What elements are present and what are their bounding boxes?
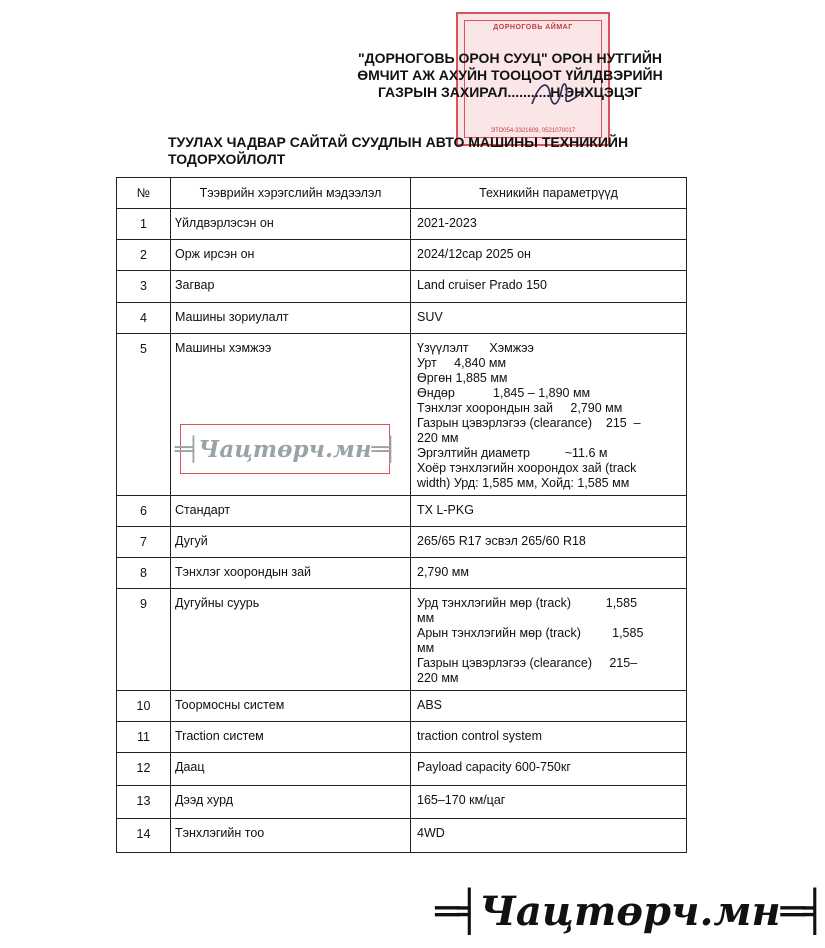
table-row xyxy=(117,722,687,753)
param-line: width) Урд: 1,585 мм, Хойд: 1,585 мм xyxy=(417,476,630,490)
param-line: 4WD xyxy=(417,826,445,840)
table-row xyxy=(117,589,687,691)
param-line: 220 мм xyxy=(417,431,459,445)
param-line: Өргөн 1,885 мм xyxy=(417,371,508,385)
doc-title-line-2: ТОДОРХОЙЛОЛТ xyxy=(168,151,286,167)
row-name: Дээд хурд xyxy=(171,786,411,819)
param-line: Үзүүлэлт Хэмжээ xyxy=(417,341,534,355)
doc-title-line-1: ТУУЛАХ ЧАДВАР САЙТАЙ СУУДЛЫН АВТО МАШИНЫ ТЕХНИКИЙН xyxy=(168,134,629,150)
row-number: 2 xyxy=(117,240,171,271)
row-number: 13 xyxy=(117,786,171,819)
param-line: мм xyxy=(417,641,435,655)
approval-header xyxy=(340,50,680,101)
table-row xyxy=(117,753,687,786)
row-name: Дугуйны суурь xyxy=(171,589,411,691)
table-row xyxy=(117,691,687,722)
row-params xyxy=(411,496,687,527)
header-line-1: "ДОРНОГОВЬ ОРОН СУУЦ" ОРОН НУТГИЙН xyxy=(357,50,663,66)
document-title xyxy=(168,134,628,168)
row-number: 11 xyxy=(117,722,171,753)
row-params xyxy=(411,209,687,240)
watermark-text: Чацтөрч.мн xyxy=(198,435,372,463)
stamp-bottom-text: ЭТО054-3321609, 0521070017 xyxy=(490,128,576,134)
row-number: 1 xyxy=(117,209,171,240)
table-row xyxy=(117,303,687,334)
param-line: 220 мм xyxy=(417,671,459,685)
param-line: Хоёр тэнхлэгийн хоорондох зай (track xyxy=(417,461,637,475)
param-line: Арын тэнхлэгийн мөр (track) 1,585 xyxy=(417,626,644,640)
row-name: Машины хэмжээ xyxy=(171,334,411,496)
table-row xyxy=(117,240,687,271)
param-line: мм xyxy=(417,611,435,625)
row-params xyxy=(411,558,687,589)
table-row xyxy=(117,786,687,819)
param-line: Өндөр 1,845 – 1,890 мм xyxy=(417,386,591,400)
header-line-3: ГАЗРЫН ЗАХИРАЛ...........Н.ЭНХЦЭЦЭГ xyxy=(378,84,642,100)
row-params xyxy=(411,786,687,819)
watermark-box xyxy=(174,424,396,474)
row-params xyxy=(411,334,687,496)
param-line: 165–170 км/цаг xyxy=(417,793,506,807)
row-name: Машины зориулалт xyxy=(171,303,411,334)
logo-text: Чацтөрч.мн xyxy=(479,887,781,935)
row-name: Орж ирсэн он xyxy=(171,240,411,271)
stamp-top-text: ДОРНОГОВЬ АЙМАГ xyxy=(493,24,573,31)
signature xyxy=(528,74,588,114)
row-params xyxy=(411,240,687,271)
row-params xyxy=(411,589,687,691)
param-line: Урт 4,840 мм xyxy=(417,356,507,370)
row-number: 9 xyxy=(117,589,171,691)
row-params xyxy=(411,271,687,303)
param-line: 2024/12сар 2025 он xyxy=(417,247,531,261)
table-row xyxy=(117,271,687,303)
row-params xyxy=(411,722,687,753)
logo-deco-left: ═╡ xyxy=(435,887,480,935)
logo-deco-right: ═╡ xyxy=(780,887,825,935)
table-row xyxy=(117,819,687,853)
watermark-logo xyxy=(435,880,825,942)
row-name: Тэнхлэг хоорондын зай xyxy=(171,558,411,589)
row-number: 7 xyxy=(117,527,171,558)
row-params xyxy=(411,527,687,558)
table-header-row xyxy=(117,178,687,209)
row-name: Даац xyxy=(171,753,411,786)
param-line: Газрын цэвэрлэгээ (clearance) 215 – xyxy=(417,416,641,430)
watermark-deco-left: ═╡ xyxy=(174,435,199,463)
param-line: TX L-PKG xyxy=(417,503,474,517)
table-row xyxy=(117,527,687,558)
row-params xyxy=(411,753,687,786)
param-line: Газрын цэвэрлэгээ (clearance) 215– xyxy=(417,656,638,670)
table-row xyxy=(117,209,687,240)
row-number: 4 xyxy=(117,303,171,334)
row-name: Стандарт xyxy=(171,496,411,527)
param-line: traction control system xyxy=(417,729,543,743)
row-number: 3 xyxy=(117,271,171,303)
param-line: Урд тэнхлэгийн мөр (track) 1,585 xyxy=(417,596,638,610)
param-line: 2,790 мм xyxy=(417,565,469,579)
table-row xyxy=(117,496,687,527)
row-number: 6 xyxy=(117,496,171,527)
watermark-deco-right: ═╡ xyxy=(371,435,396,463)
row-number: 12 xyxy=(117,753,171,786)
table-row xyxy=(117,558,687,589)
param-line: 2021-2023 xyxy=(417,216,477,230)
header-tech-params: Техникийн параметрүүд xyxy=(411,178,687,209)
row-params xyxy=(411,819,687,853)
row-number: 8 xyxy=(117,558,171,589)
row-name: Үйлдвэрлэсэн он xyxy=(171,209,411,240)
row-number: 14 xyxy=(117,819,171,853)
row-number: 10 xyxy=(117,691,171,722)
row-name: Traction систем xyxy=(171,722,411,753)
param-line: SUV xyxy=(417,310,443,324)
row-name: Дугуй xyxy=(171,527,411,558)
spec-table xyxy=(116,177,687,853)
row-params xyxy=(411,691,687,722)
row-params xyxy=(411,303,687,334)
param-line: ABS xyxy=(417,698,443,712)
param-line: Тэнхлэг хоорондын зай 2,790 мм xyxy=(417,401,623,415)
param-line: Land cruiser Prado 150 xyxy=(417,278,547,292)
header-line-2: ӨМЧИТ АЖ АХУЙН ТООЦООТ ҮЙЛДВЭРИЙН xyxy=(357,67,663,83)
row-name: Загвар xyxy=(171,271,411,303)
param-line: 265/65 R17 эсвэл 265/60 R18 xyxy=(417,534,586,548)
row-name: Тэнхлэгийн тоо xyxy=(171,819,411,853)
row-name: Тоормосны систем xyxy=(171,691,411,722)
row-number: 5 xyxy=(117,334,171,496)
header-vehicle-info: Тээврийн хэрэгслийн мэдээлэл xyxy=(171,178,411,209)
header-num: № xyxy=(117,178,171,209)
param-line: Payload capacity 600-750кг xyxy=(417,760,571,774)
param-line: Эргэлтийн диаметр ~11.6 м xyxy=(417,446,608,460)
